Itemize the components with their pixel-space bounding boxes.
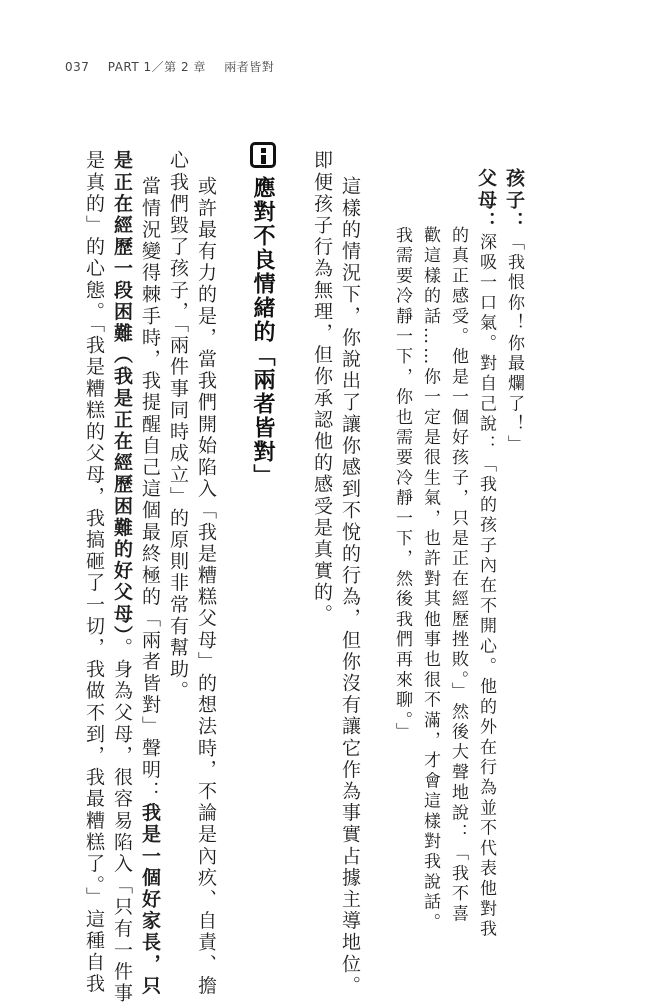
info-icon [250,142,276,168]
paragraph2-line-3: 當情況變得棘手時，我提醒自己這個最終極的「兩者皆對」聲明：我是一個好家長，只 [139,176,161,997]
child-quote: 「我恨你！你最爛了！」 [504,232,524,456]
page-header [65,58,288,75]
child-label: 孩子： [503,168,525,233]
paragraph1-line-1: 這樣的情況下，你說出了讓你感到不悅的行為，但你沒有讓它作為事實占據主導地位。 [339,176,361,997]
bold-statement-a: 我是一個好家長，只 [139,802,161,997]
chapter-title: 兩者皆對 [224,60,275,74]
paragraph2-line-4: 是正在經歷一段困難（我是正在經歷困難的好父母）。身為父母，很容易陷入「只有一件事 [111,150,133,1005]
part-label: PART 1／第 2 章 [107,60,206,74]
child-line [500,168,527,455]
parent-line-2: 的真正感受。他是一個好孩子，只是正在經歷挫敗。」然後大聲地說：「我不喜 [448,226,468,925]
paragraph2-line-5: 是真的」的心態。「我是糟糕的父母，我搞砸了一切，我做不到，我最糟糕了。」這種自我 [83,150,105,995]
page-number: 037 [65,60,90,74]
paragraph1-line-2: 即便孩子行為無理，但你承認他的感受是真實的。 [311,150,333,626]
paragraph2-line-1: 或許最有力的是，當我們開始陷入「我是糟糕父母」的想法時，不論是內疚、自責、擔 [195,176,217,997]
parent-label: 父母： [475,168,497,233]
bold-statement-b: 是正在經歷一段困難（我是正在經歷困難的好父母） [111,150,133,638]
parent-line-1: 父母：深吸一口氣。對自己說：「我的孩子內在不開心。他的外在行為並不代表他對我 [475,168,497,940]
parent-line-4: 我需要冷靜一下，你也需要冷靜一下，然後我們再來聊。」 [392,226,412,743]
paragraph2-line-2: 心我們毀了孩子，「兩件事同時成立」的原則非常有幫助。 [167,150,189,703]
parent-line-3: 歡這樣的話……你一定是很生氣，也許對其他事也很不滿，才會這樣對我說話。 [420,226,440,933]
section-heading: 應對不良情緒的「兩者皆對」 [250,176,275,488]
